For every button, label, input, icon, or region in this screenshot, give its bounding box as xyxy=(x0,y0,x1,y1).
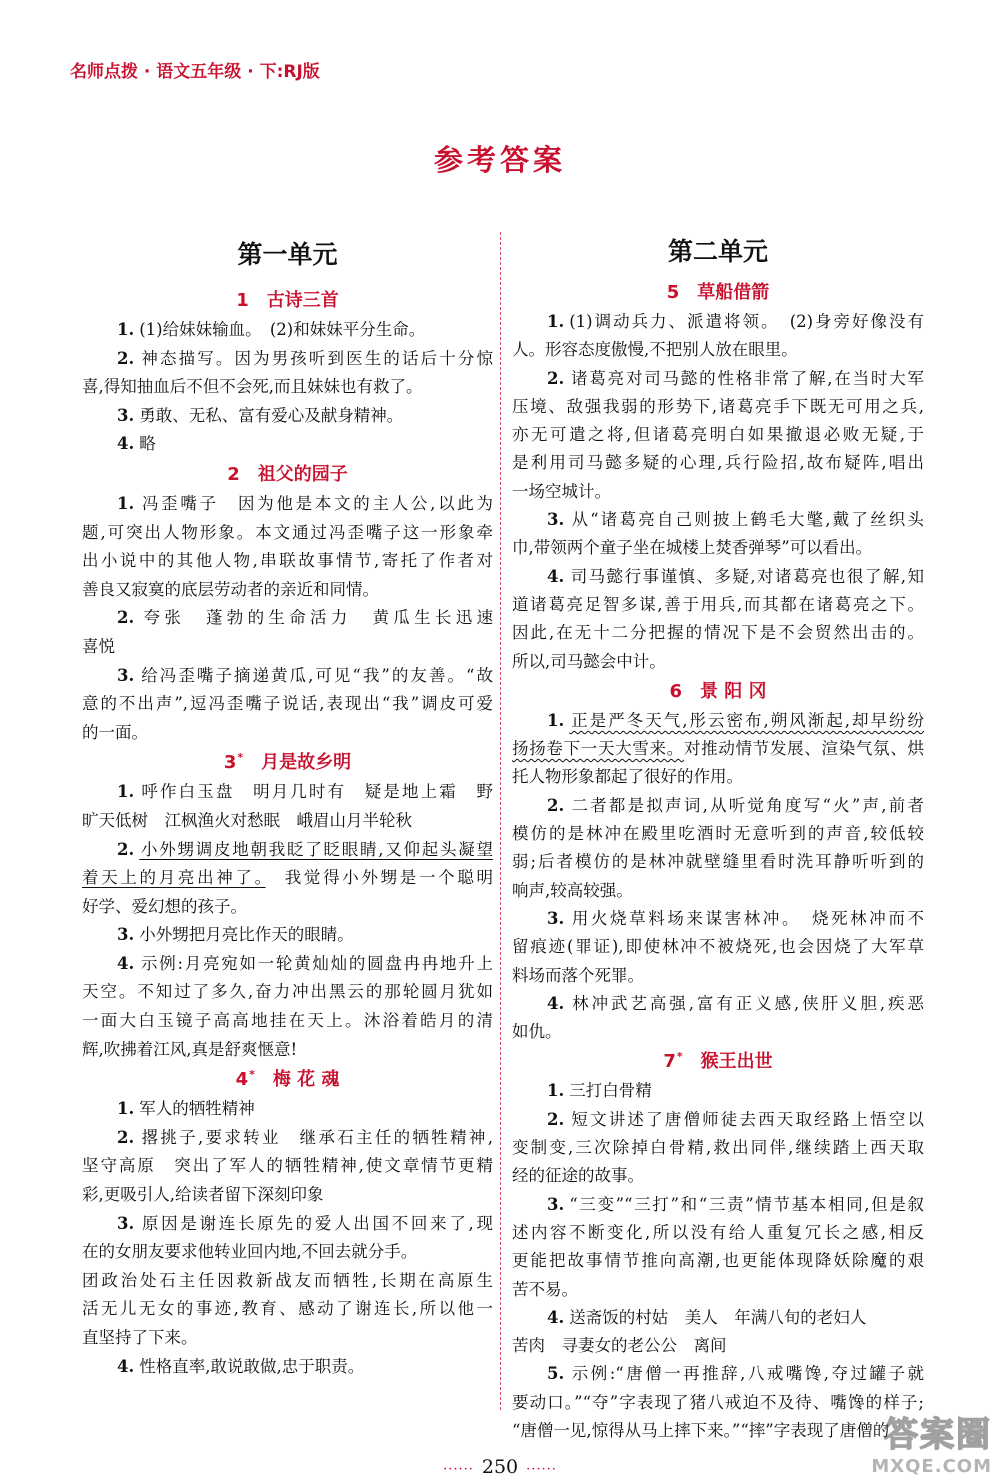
underlined-text: 正是严冬天气,彤云密布,朔风渐起,却早纷纷 xyxy=(569,710,924,730)
answer-item xyxy=(512,1106,924,1191)
answer-line xyxy=(82,519,493,548)
line-text: 原因是谢连长原先的爱人出国不回来了,现 xyxy=(139,1213,493,1233)
answer-item xyxy=(512,792,924,905)
answer-line xyxy=(512,421,924,449)
answer-item xyxy=(82,316,493,345)
answer-line xyxy=(82,547,493,576)
item-number: 4. xyxy=(547,566,565,586)
line-text: 冯歪嘴子 因为他是本文的主人公,以此为 xyxy=(139,493,493,513)
item-number: 5. xyxy=(547,1364,565,1384)
line-text: 略 xyxy=(139,434,156,454)
answer-item xyxy=(82,1353,493,1382)
answer-line xyxy=(82,1152,493,1181)
answer-item xyxy=(82,345,493,402)
right-column xyxy=(512,230,924,1445)
item-number: 3. xyxy=(547,908,565,928)
answer-line xyxy=(82,893,493,922)
answer-line xyxy=(512,763,924,791)
answer-line xyxy=(82,921,493,950)
item-number: 1. xyxy=(117,1099,135,1119)
line-text: 用火烧草料场来谋害林冲。 烧死林冲而不 xyxy=(569,908,924,928)
answer-line xyxy=(82,690,493,719)
lesson-title: 猴王出世 xyxy=(700,1051,773,1073)
answer-item xyxy=(512,365,924,506)
line-text: 我觉得小外甥是一个聪明 xyxy=(265,868,494,888)
answer-line xyxy=(82,719,493,748)
line-text: 经的征途的故事。 xyxy=(512,1166,644,1186)
answer-line xyxy=(512,648,924,676)
item-number: 2. xyxy=(117,348,135,368)
line-text: 因此,在无十二分把握的情况下是不会贸然出击的。 xyxy=(512,623,924,643)
answer-paragraph xyxy=(82,1267,493,1353)
line-text: 响声,较高较强。 xyxy=(512,880,633,900)
answer-item xyxy=(512,1191,924,1304)
line-text: 军人的牺牲精神 xyxy=(139,1099,255,1119)
line-text: 更能把故事情节推向高潮,也更能体现降妖除魔的艰 xyxy=(512,1251,924,1271)
line-text: 撂挑子,要求转业 继承石主任的牺牲精神, xyxy=(139,1127,493,1147)
line-text: 喜,得知抽血后不但不会死,而且妹妹也有救了。 xyxy=(82,377,423,397)
line-text: 司马懿行事谨慎、多疑,对诸葛亮也很了解,知 xyxy=(569,566,924,586)
line-text: 道诸葛亮足智多谋,善于用兵,而其都在诸葛亮之下。 xyxy=(512,594,924,614)
footer-dots-left: ······ xyxy=(443,1462,474,1477)
optional-lesson-mark: * xyxy=(249,1068,255,1082)
answer-line xyxy=(512,905,924,933)
answer-line xyxy=(82,490,493,519)
line-text: 直坚持了下来。 xyxy=(82,1328,198,1347)
lesson-heading xyxy=(82,1064,493,1095)
line-text: 短文讲述了唐僧师徒去西天取经路上悟空以 xyxy=(569,1109,924,1129)
line-text: 辉,吹拂着江风,真是舒爽惬意! xyxy=(82,1039,298,1059)
watermark-site: MXQE.COM xyxy=(871,1456,992,1477)
item-number: 3. xyxy=(117,665,135,685)
line-text: 诸葛亮对司马懿的性格非常了解,在当时大军 xyxy=(569,368,924,388)
line-text: (1)给妹妹输血。 (2)和妹妹平分生命。 xyxy=(139,320,426,339)
answer-line xyxy=(512,1247,924,1275)
answer-line xyxy=(82,576,493,605)
item-number: 3. xyxy=(117,1213,135,1233)
answer-line xyxy=(82,430,493,459)
line-text: 留痕迹(罪证),即使林冲不被烧死,也会因烧了大军草 xyxy=(512,937,924,957)
answer-line xyxy=(512,365,924,393)
answer-line xyxy=(82,373,493,402)
line-text: 从“诸葛亮自己则披上鹤毛大氅,戴了丝织头 xyxy=(569,510,924,530)
answer-line xyxy=(82,950,493,979)
item-number: 1. xyxy=(547,312,565,331)
answer-item xyxy=(82,1095,493,1124)
answer-item xyxy=(82,604,493,661)
line-text: 的一面。 xyxy=(82,722,148,742)
answer-line xyxy=(82,1353,493,1382)
answer-line xyxy=(512,1276,924,1304)
item-number: 2. xyxy=(117,608,135,628)
answer-line xyxy=(82,1095,493,1124)
item-number: 4. xyxy=(547,993,565,1013)
line-text: 是利用司马懿多疑的心理,兵行险招,故布疑阵,唱出 xyxy=(512,453,924,473)
answer-item xyxy=(82,662,493,748)
line-text: 如仇。 xyxy=(512,1022,562,1042)
unit-heading: 第一单元 xyxy=(237,240,338,269)
answer-item xyxy=(82,430,493,459)
book-series-label: 名师点拨 · 语文五年级 · 下:RJ版 xyxy=(70,62,320,82)
line-text: 人。形容态度傲慢,不把别人放在眼里。 xyxy=(512,340,798,360)
answer-line xyxy=(82,402,493,431)
line-text: 给冯歪嘴子摘递黄瓜,可见“我”的友善。“故 xyxy=(139,665,493,685)
answer-line xyxy=(512,1304,924,1332)
item-number: 1. xyxy=(117,782,135,802)
answer-item xyxy=(512,563,924,676)
line-text: 示例:“唐僧一再推辞,八戒嘴馋,夺过罐子就 xyxy=(569,1364,924,1384)
answer-line xyxy=(512,1332,924,1360)
line-text: 亦无可遣之将,但诸葛亮明白如果撤退必败无疑,于 xyxy=(512,425,924,445)
answer-item xyxy=(82,950,493,1064)
line-text: 一场空城计。 xyxy=(512,481,611,501)
answer-item xyxy=(82,778,493,835)
item-number: 3. xyxy=(117,925,135,945)
line-text: 二者都是拟声词,从听觉角度写“火”声,前者 xyxy=(569,795,924,815)
line-text: 性格直率,敢说敢做,忠于职责。 xyxy=(139,1356,365,1376)
answer-line xyxy=(512,1191,924,1219)
line-text: 活无儿无女的事迹,教育、感动了谢连长,所以他一 xyxy=(82,1299,493,1319)
line-text: 弱;后者模仿的是林冲就壁缝里看时洗耳静听听到的 xyxy=(512,852,924,872)
line-text: 述内容不断变化,所以没有给人重复冗长之感,相反 xyxy=(512,1222,924,1242)
lesson-title: 月是故乡明 xyxy=(261,752,352,774)
line-text: 呼作白玉盘 明月几时有 疑是地上霜 野 xyxy=(139,782,493,802)
line-text: 旷天低树 江枫渔火对愁眠 峨眉山月半轮秋 xyxy=(82,810,412,830)
line-text: 模仿的是林冲在殿里吃酒时无意听到的声音,较低较 xyxy=(512,824,924,844)
line-text: 苦不易。 xyxy=(512,1279,578,1299)
answer-line xyxy=(512,591,924,619)
answer-line xyxy=(512,393,924,421)
lesson-heading xyxy=(82,459,493,490)
answer-line xyxy=(512,933,924,961)
answer-line xyxy=(512,735,924,763)
answer-line xyxy=(512,792,924,820)
line-text: 示例:月亮宛如一轮黄灿灿的圆盘冉冉地升上 xyxy=(139,953,493,973)
item-number: 2. xyxy=(547,1109,565,1129)
answer-line xyxy=(512,1162,924,1190)
answer-line xyxy=(512,563,924,591)
lesson-title: 古诗三首 xyxy=(266,290,339,311)
answer-line xyxy=(512,534,924,562)
item-number: 4. xyxy=(117,1356,135,1376)
lesson-heading xyxy=(82,747,493,778)
answer-line xyxy=(82,1124,493,1153)
answer-line xyxy=(82,1181,493,1210)
item-number: 1. xyxy=(117,320,135,339)
line-text: 出小说中的其他人物,串联故事情节,寄托了作者对 xyxy=(82,551,493,571)
answer-item xyxy=(512,506,924,563)
underlined-text: 着天上的月亮出神了。 xyxy=(82,868,266,888)
lesson-title: 草船借箭 xyxy=(697,282,770,303)
line-text: 题,可突出人物形象。本文通过冯歪嘴子这一形象牵 xyxy=(82,522,493,542)
underlined-text: 扬扬卷下一天大雪来。 xyxy=(512,739,684,759)
item-number: 2. xyxy=(547,795,565,815)
line-text: 在的女朋友要求他转业回内地,不回去就分手。 xyxy=(82,1242,418,1262)
underlined-text: 小外甥调皮地朝我眨了眨眼睛,又仰起头凝望 xyxy=(139,839,493,859)
item-number: 2. xyxy=(117,839,135,859)
answer-item xyxy=(82,836,493,922)
answer-line xyxy=(512,1360,924,1388)
answer-line xyxy=(82,1295,493,1324)
column-divider xyxy=(500,232,501,1410)
answer-line xyxy=(512,848,924,876)
optional-lesson-mark: * xyxy=(237,751,244,765)
answer-line xyxy=(82,345,493,374)
line-text: 对推动情节发展、渲染气氛、烘 xyxy=(683,739,925,759)
answer-line xyxy=(82,807,493,836)
item-number: 4. xyxy=(117,434,135,454)
lesson-heading xyxy=(82,285,493,316)
answer-line xyxy=(82,633,493,662)
line-text: 巾,带领两个童子坐在城楼上焚香弹琴”可以看出。 xyxy=(512,538,873,558)
answer-line xyxy=(512,1077,924,1105)
answer-line xyxy=(82,1036,493,1065)
line-text: 小外甥把月亮比作天的眼睛。 xyxy=(139,925,354,945)
line-text: 喜悦 xyxy=(82,636,115,656)
answer-line xyxy=(82,778,493,807)
lesson-title: 祖父的园子 xyxy=(257,463,348,485)
answer-line xyxy=(512,619,924,647)
item-number: 3. xyxy=(117,405,135,425)
answer-line xyxy=(512,990,924,1018)
answer-item xyxy=(512,308,924,365)
answer-line xyxy=(82,1324,493,1353)
lesson-title: 景 阳 冈 xyxy=(699,680,767,702)
lesson-number: 2 xyxy=(227,463,240,485)
answer-item xyxy=(82,921,493,950)
answer-line xyxy=(512,962,924,990)
line-text: 托人物形象都起了很好的作用。 xyxy=(512,767,743,787)
answer-line xyxy=(512,1106,924,1134)
answer-line xyxy=(512,820,924,848)
answer-line xyxy=(82,864,493,893)
answer-line xyxy=(512,506,924,534)
line-text: 善良又寂寞的底层劳动者的亲近和同情。 xyxy=(82,579,379,599)
answer-item xyxy=(512,1077,924,1105)
lesson-heading xyxy=(512,277,924,308)
line-text: 彩,更吸引人,给读者留下深刻印象 xyxy=(82,1185,324,1205)
watermark-logo-text: 答案圈 xyxy=(884,1415,992,1455)
answer-item xyxy=(82,1124,493,1210)
line-text: 压境、敌强我弱的形势下,诸葛亮手下既无可用之兵, xyxy=(512,396,924,416)
line-text: 送斋饭的村姑 美人 年满八旬的老妇人 xyxy=(569,1307,867,1327)
line-text: 一面大白玉镜子高高地挂在天上。沐浴着皓月的清 xyxy=(82,1011,493,1031)
answer-line xyxy=(512,707,924,735)
item-number: 2. xyxy=(547,368,565,388)
lesson-heading xyxy=(512,676,924,707)
lesson-number: 7 xyxy=(663,1051,676,1073)
answer-item xyxy=(82,402,493,431)
answer-line xyxy=(512,877,924,905)
line-text: 苦肉 寻妻女的老公公 离间 xyxy=(512,1336,727,1356)
line-text: (1)调动兵力、派遣将领。 (2)身旁好像没有 xyxy=(569,312,924,331)
lesson-number: 3 xyxy=(223,752,237,774)
answer-line xyxy=(82,1210,493,1239)
line-text: 神态描写。因为男孩听到医生的话后十分惊 xyxy=(139,348,493,368)
line-text: 要动口。”“夺”字表现了猪八戒迫不及待、嘴馋的样子; xyxy=(512,1392,924,1412)
answer-item xyxy=(512,707,924,792)
answer-line xyxy=(512,478,924,506)
optional-lesson-mark: * xyxy=(676,1050,683,1064)
line-text: 意的不出声”,逗冯歪嘴子说话,表现出“我”调皮可爱 xyxy=(82,694,493,714)
answer-line xyxy=(82,316,493,345)
line-text: 变制变,三次除掉白骨精,救出同伴,继续踏上西天取 xyxy=(512,1138,924,1158)
answer-line xyxy=(512,1018,924,1046)
unit-heading: 第二单元 xyxy=(667,237,768,266)
page-number: 250 xyxy=(481,1456,519,1478)
answer-item xyxy=(512,905,924,990)
item-number: 4. xyxy=(117,953,135,973)
lesson-title: 梅 花 魂 xyxy=(272,1069,340,1091)
line-text: 三打白骨精 xyxy=(569,1081,652,1101)
line-text: 坚守高原 突出了军人的牺牲精神,使文章情节更精 xyxy=(82,1156,493,1176)
line-text: 所以,司马懿会中计。 xyxy=(512,651,666,671)
page-title: 参考答案 xyxy=(433,143,566,177)
line-text: 料场而落个死罪。 xyxy=(512,965,644,985)
answer-line xyxy=(512,1219,924,1247)
footer-dots-right: ······ xyxy=(526,1462,557,1477)
line-text: “三变”“三打”和“三责”情节基本相同,但是叙 xyxy=(569,1194,924,1214)
answer-line xyxy=(82,604,493,633)
answer-item xyxy=(512,1304,924,1332)
answer-item xyxy=(512,990,924,1047)
watermark xyxy=(826,1414,992,1482)
running-header xyxy=(70,61,320,83)
answer-line xyxy=(82,1007,493,1036)
line-text: 夸张 蓬勃的生命活力 黄瓜生长迅速 xyxy=(139,608,493,628)
line-text: 勇敢、无私、富有爱心及献身精神。 xyxy=(139,405,404,425)
lesson-heading xyxy=(512,1046,924,1077)
item-number: 3. xyxy=(547,1194,565,1214)
answer-item xyxy=(82,1210,493,1267)
item-number: 1. xyxy=(547,710,565,730)
lesson-number: 6 xyxy=(669,680,682,702)
answer-line xyxy=(512,336,924,364)
answer-line xyxy=(82,1267,493,1296)
item-number: 1. xyxy=(547,1081,565,1101)
answer-line xyxy=(512,308,924,336)
lesson-number: 5 xyxy=(666,282,680,303)
answer-line xyxy=(82,978,493,1007)
answer-line xyxy=(82,836,493,865)
answer-line xyxy=(512,1134,924,1162)
answer-paragraph xyxy=(512,1332,924,1360)
line-text: 林冲武艺高强,富有正义感,侠肝义胆,疾恶 xyxy=(569,993,924,1013)
answer-line xyxy=(512,1389,924,1417)
item-number: 4. xyxy=(547,1307,565,1327)
lesson-number: 4 xyxy=(235,1069,249,1091)
line-text: 团政治处石主任因救新战友而牺牲,长期在高原生 xyxy=(82,1270,493,1290)
item-number: 1. xyxy=(117,493,135,513)
answer-line xyxy=(512,449,924,477)
answer-item xyxy=(82,490,493,604)
answer-line xyxy=(82,1238,493,1267)
line-text: 天空。不知过了多久,奋力冲出黑云的那轮圆月犹如 xyxy=(82,982,493,1002)
line-text: 好学、爱幻想的孩子。 xyxy=(82,896,247,916)
left-column xyxy=(82,233,493,1381)
answer-line xyxy=(82,662,493,691)
line-text: “唐僧一见,惊得从马上摔下来。”“摔”字表现了唐僧的 xyxy=(512,1420,890,1440)
item-number: 3. xyxy=(547,510,565,530)
item-number: 2. xyxy=(117,1127,135,1147)
lesson-number: 1 xyxy=(236,290,249,311)
